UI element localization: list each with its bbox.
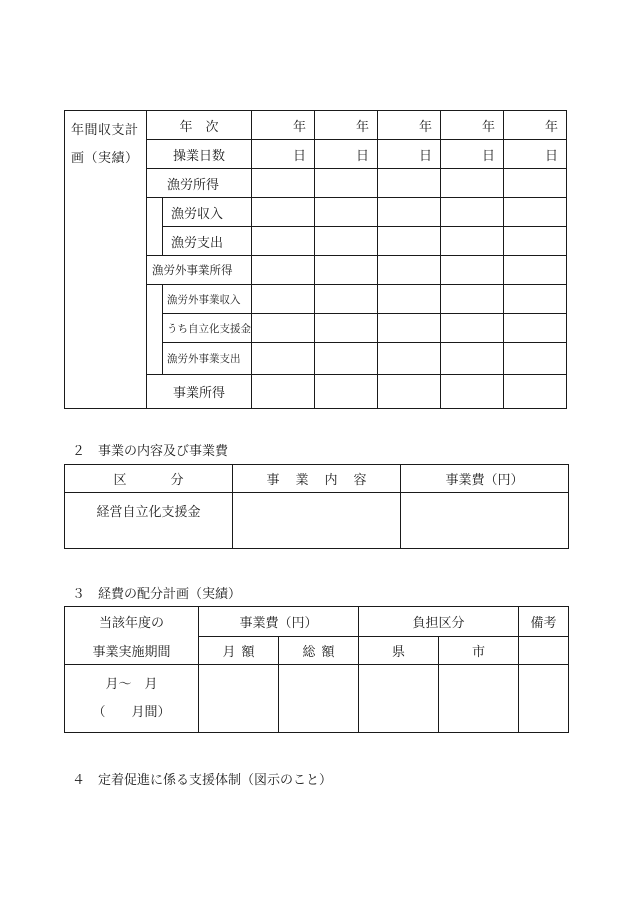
value-cell[interactable] [441,375,504,409]
cost-yen-header: 事業費（円） [199,607,359,637]
prefecture-header: 県 [359,637,439,665]
indent-spacer [147,285,163,375]
monthly-header: 月額 [199,637,279,665]
year-cell: 年 [504,111,567,140]
value-cell[interactable] [378,256,441,285]
year-header: 年 次 [147,111,252,140]
value-cell[interactable] [252,227,315,256]
value-cell[interactable] [315,285,378,314]
total-header: 総額 [279,637,359,665]
value-cell[interactable] [378,227,441,256]
value-cell[interactable] [252,198,315,227]
annual-plan-table [64,110,567,409]
plan-side-label: 年間収支計画（実績） [65,111,147,409]
subsidy-label: うち自立化支援金 [163,314,252,343]
monthly-cell[interactable] [199,665,279,733]
business-content-table [64,464,569,549]
support-fund-label: 経営自立化支援金 [65,493,233,549]
cost-allocation-table [64,606,569,733]
value-cell[interactable] [315,343,378,375]
value-cell[interactable] [315,375,378,409]
value-cell[interactable] [504,375,567,409]
non-fishing-revenue-label: 漁労外事業収入 [163,285,252,314]
value-cell[interactable] [378,314,441,343]
value-cell[interactable] [441,198,504,227]
value-cell[interactable] [441,285,504,314]
value-cell[interactable] [504,198,567,227]
year-cell: 年 [378,111,441,140]
indent-spacer [147,198,163,256]
value-cell[interactable] [252,375,315,409]
cost-header: 事業費（円） [401,465,569,493]
value-cell[interactable] [315,256,378,285]
value-cell[interactable] [315,227,378,256]
value-cell[interactable] [441,314,504,343]
value-cell[interactable] [441,169,504,198]
days-cell: 日 [504,140,567,169]
section4-heading: ４ 定着促進に係る支援体制（図示のこと） [72,773,333,788]
days-cell: 日 [252,140,315,169]
value-cell[interactable] [315,169,378,198]
value-cell[interactable] [441,256,504,285]
value-cell[interactable] [252,169,315,198]
value-cell[interactable] [378,198,441,227]
year-cell: 年 [315,111,378,140]
city-cell[interactable] [439,665,519,733]
period-value [65,665,199,733]
value-cell[interactable] [252,343,315,375]
value-cell[interactable] [504,343,567,375]
value-cell[interactable] [252,314,315,343]
remarks-cell[interactable] [519,665,569,733]
fishing-expense-label: 漁労支出 [163,227,252,256]
content-cell[interactable] [233,493,401,549]
business-income-label: 事業所得 [147,375,252,409]
cost-cell[interactable] [401,493,569,549]
period-header-line2: 事業実施期間 [65,637,199,665]
year-cell: 年 [252,111,315,140]
value-cell[interactable] [315,314,378,343]
period-header-line1: 当該年度の [65,607,199,637]
value-cell[interactable] [504,314,567,343]
value-cell[interactable] [378,343,441,375]
section2-heading: ２ 事業の内容及び事業費 [72,444,229,459]
year-cell: 年 [441,111,504,140]
days-cell: 日 [441,140,504,169]
section3-heading: ３ 経費の配分計画（実績） [72,587,242,602]
city-header: 市 [439,637,519,665]
non-fishing-income-label: 漁労外事業所得 [147,256,252,285]
category-header: 区分 [65,465,233,493]
value-cell[interactable] [441,343,504,375]
value-cell[interactable] [504,227,567,256]
fishing-income-label: 漁労所得 [147,169,252,198]
remarks-header: 備考 [519,607,569,637]
value-cell[interactable] [378,285,441,314]
value-cell[interactable] [378,169,441,198]
days-cell: 日 [378,140,441,169]
non-fishing-expense-label: 漁労外事業支出 [163,343,252,375]
value-cell[interactable] [315,198,378,227]
value-cell[interactable] [504,285,567,314]
operating-days-label: 操業日数 [147,140,252,169]
value-cell[interactable] [441,227,504,256]
period-months: 月～ 月 [105,676,158,692]
remarks-subcell [519,637,569,665]
value-cell[interactable] [252,285,315,314]
fishing-revenue-label: 漁労収入 [163,198,252,227]
prefecture-cell[interactable] [359,665,439,733]
value-cell[interactable] [378,375,441,409]
period-duration: （ 月間） [92,704,171,720]
value-cell[interactable] [252,256,315,285]
burden-header: 負担区分 [359,607,519,637]
total-cell[interactable] [279,665,359,733]
value-cell[interactable] [504,169,567,198]
days-cell: 日 [315,140,378,169]
content-header: 事業内容 [233,465,401,493]
value-cell[interactable] [504,256,567,285]
